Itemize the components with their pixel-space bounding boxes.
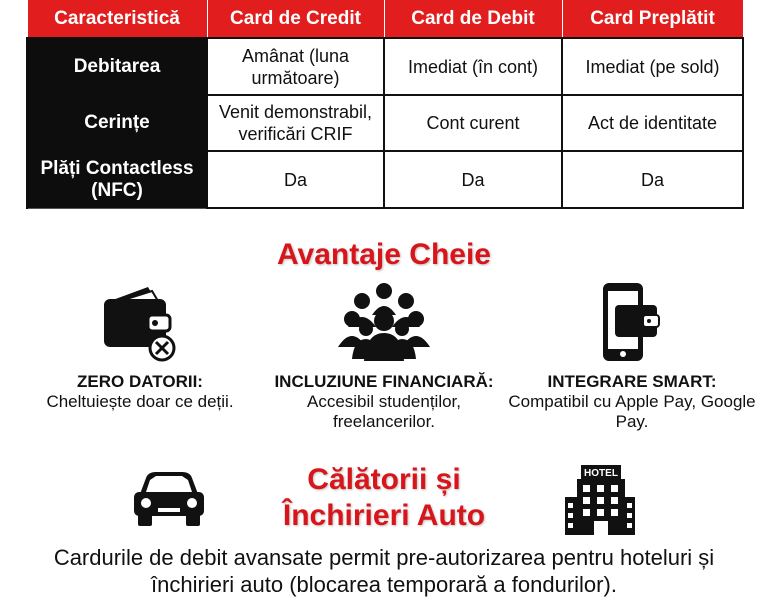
table-cell: Venit demonstrabil, verificări CRIF bbox=[207, 95, 384, 151]
smartphone-wallet-icon bbox=[502, 278, 762, 368]
feature-financial-inclusion bbox=[254, 278, 514, 432]
row-label-requirements: Cerințe bbox=[27, 95, 207, 151]
table-cell: Da bbox=[384, 151, 562, 208]
row-label-debiting: Debitarea bbox=[27, 38, 207, 95]
table-cell: Imediat (în cont) bbox=[384, 38, 562, 95]
feature-description: Accesibil studenților, freelancerilor. bbox=[306, 392, 462, 431]
table-row bbox=[27, 151, 743, 208]
car-icon bbox=[132, 470, 206, 533]
feature-description: Compatibil cu Apple Pay, Google Pay. bbox=[508, 392, 756, 431]
feature-title: ZERO DATORII: bbox=[77, 372, 203, 391]
travel-heading: Călătorii și Închirieri Auto bbox=[282, 463, 486, 532]
hotel-icon bbox=[563, 463, 637, 542]
table-cell: Cont curent bbox=[384, 95, 562, 151]
header-prepaid-card: Card Preplătit bbox=[562, 0, 743, 38]
feature-smart-integration bbox=[502, 278, 762, 432]
table-cell: Da bbox=[562, 151, 743, 208]
table-header-row bbox=[27, 0, 743, 38]
header-feature: Caracteristică bbox=[27, 0, 207, 38]
feature-title: INCLUZIUNE FINANCIARĂ: bbox=[274, 372, 494, 391]
hotel-sign-text: HOTEL bbox=[584, 468, 618, 479]
table-row bbox=[27, 38, 743, 95]
header-debit-card: Card de Debit bbox=[384, 0, 562, 38]
comparison-table bbox=[26, 0, 744, 209]
row-label-contactless: Plăți Contactless (NFC) bbox=[27, 151, 207, 208]
travel-description: Cardurile de debit avansate permit pre-autorizarea pentru hoteluri și închirieri auto (blocarea temporară a fondurilor). bbox=[53, 545, 715, 597]
feature-description: Cheltuiește doar ce deții. bbox=[46, 392, 234, 411]
table-cell: Imediat (pe sold) bbox=[562, 38, 743, 95]
feature-zero-debt bbox=[10, 278, 270, 412]
header-credit-card: Card de Credit bbox=[207, 0, 384, 38]
advantages-heading: Avantaje Cheie bbox=[277, 238, 491, 271]
table-cell: Amânat (luna următoare) bbox=[207, 38, 384, 95]
table-row bbox=[27, 95, 743, 151]
table-cell: Act de identitate bbox=[562, 95, 743, 151]
feature-title: INTEGRARE SMART: bbox=[547, 372, 717, 391]
people-group-icon bbox=[254, 278, 514, 368]
wallet-no-debt-icon bbox=[10, 278, 270, 368]
table-cell: Da bbox=[207, 151, 384, 208]
